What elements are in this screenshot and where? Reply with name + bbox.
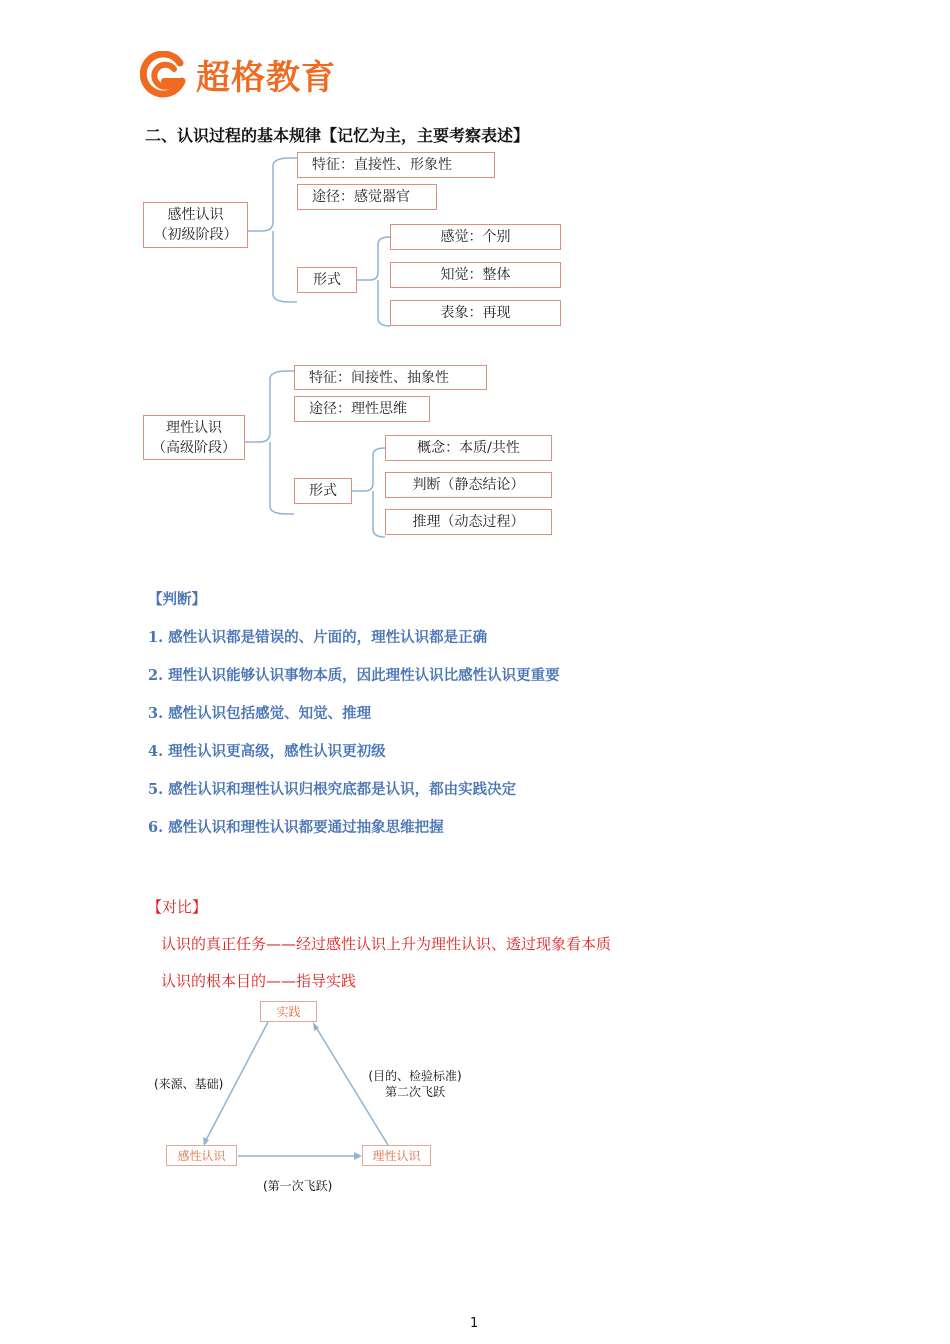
form-item-box: 知觉：整体 [390,262,561,288]
judge-item: 6. 感性认识和理性认识都要通过抽象思维把握 [148,819,444,836]
form-item-box: 感觉：个别 [390,224,561,250]
form-item-box: 表象：再现 [390,300,561,326]
root-box-perceptual [143,202,248,248]
right-label-line: (目的、检验标准) [368,1069,462,1083]
feature-box: 特征：直接性、形象性 [297,152,495,178]
page-number: 1 [470,1316,479,1331]
root-subtitle: （初级阶段） [153,227,238,243]
form-box: 形式 [294,478,352,504]
judge-item: 4. 理性认识更高级，感性认识更初级 [148,743,386,760]
form-item-box: 判断（静态结论） [385,472,552,498]
path-box: 途径：理性思维 [294,396,430,422]
root-title: 理性认识 [166,419,222,436]
judge-item: 2. 理性认识能够认识事物本质，因此理性认识比感性认识更重要 [148,667,560,684]
right-label-line: 第二次飞跃 [384,1085,445,1099]
root-box-rational [143,415,245,460]
root-title: 感性认识 [167,207,224,223]
bottom-edge-label: (第一次飞跃) [263,1179,333,1193]
form-item-box: 概念：本质/共性 [385,435,552,461]
logo-text: 超格教育 [196,58,336,98]
compare-line: 认识的根本目的——指导实践 [161,972,357,990]
judge-item: 5. 感性认识和理性认识归根究底都是认识，都由实践决定 [148,781,517,798]
judge-item: 3. 感性认识包括感觉、知觉、推理 [148,705,372,722]
root-subtitle: （高级阶段） [152,439,236,456]
form-item-box: 推理（动态过程） [385,509,552,535]
judge-item: 1. 感性认识都是错误的、片面的，理性认识都是正确 [148,629,488,646]
bracket-line [248,158,297,231]
section-heading: 二、认识过程的基本规律【记忆为主，主要考察表述】 [145,126,530,145]
right-edge-label [360,1068,470,1100]
compare-line: 认识的真正任务——经过感性认识上升为理性认识、透过现象看本质 [161,935,612,953]
path-box: 途径：感觉器官 [297,184,437,210]
rational-box: 理性认识 [362,1145,431,1166]
compare-title: 【对比】 [147,898,208,916]
practice-box: 实践 [260,1001,317,1022]
perceptual-box: 感性认识 [166,1145,237,1166]
judge-title: 【判断】 [148,591,206,608]
feature-box: 特征：间接性、抽象性 [294,365,487,390]
left-edge-label: (来源、基础) [154,1077,224,1091]
form-box: 形式 [297,267,357,293]
